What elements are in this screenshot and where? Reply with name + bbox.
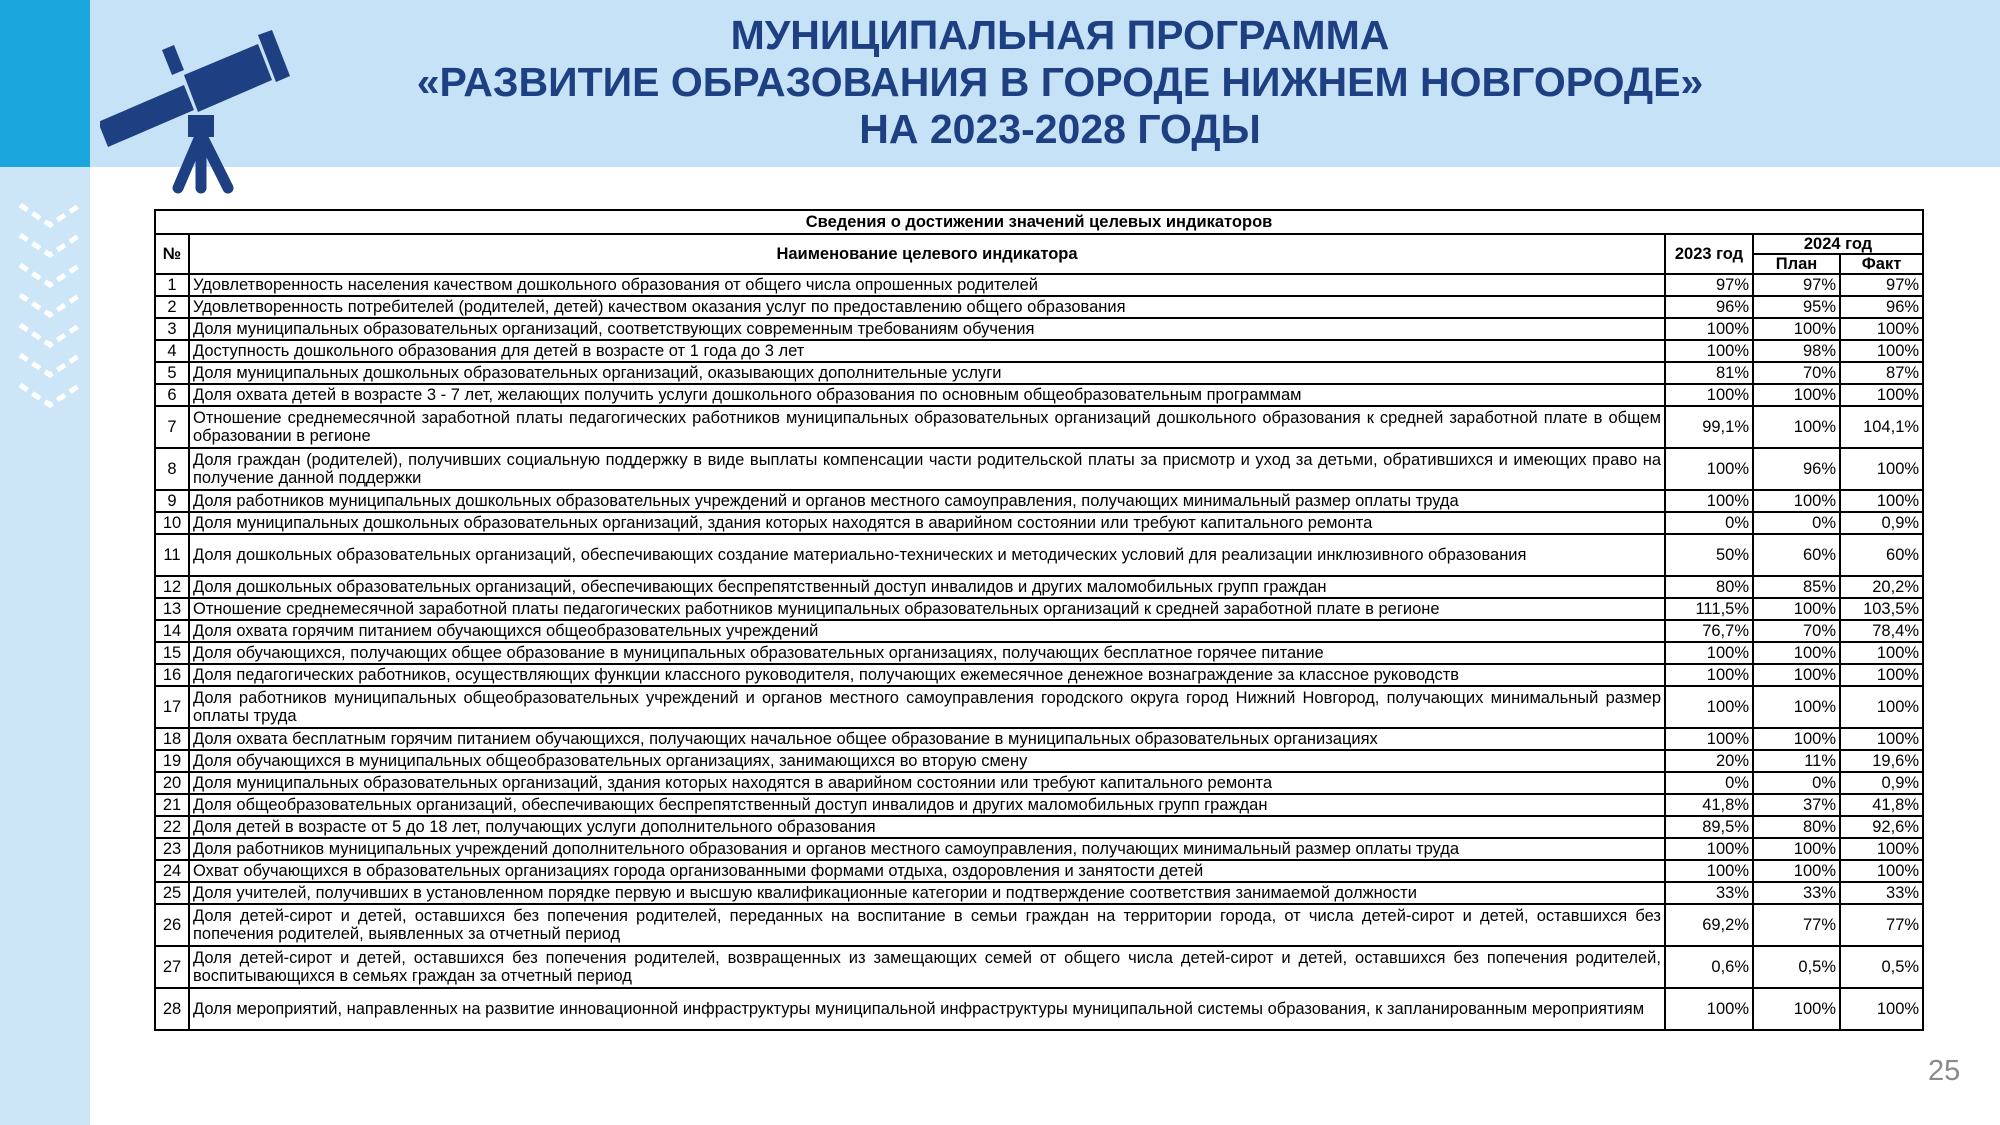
value-2024-plan: 95% [1753, 296, 1840, 318]
indicator-name: Удовлетворенность населения качеством дошкольного образования от общего числа опрошенных родителей [189, 274, 1665, 296]
table-row [155, 794, 1923, 816]
row-number: 7 [155, 406, 189, 448]
value-2023: 76,7% [1665, 620, 1753, 642]
indicator-name: Доля работников муниципальных дошкольных образовательных учреждений и органов местного самоуправления, получающих минимальный размер оплаты труда [189, 490, 1665, 512]
value-2023: 100% [1665, 686, 1753, 728]
value-2024-plan: 100% [1753, 384, 1840, 406]
value-2024-fact: 100% [1840, 384, 1923, 406]
indicator-name: Доступность дошкольного образования для детей в возрасте от 1 года до 3 лет [189, 340, 1665, 362]
table-row [155, 728, 1923, 750]
indicator-name: Доля детей-сирот и детей, оставшихся без попечения родителей, переданных на воспитание в семьи граждан на территории города, от числа детей-сирот и детей, оставшихся без попечения родителей, выявленных за отчетный период [189, 904, 1665, 946]
indicator-name: Доля обучающихся в муниципальных общеобразовательных организациях, занимающихся во вторую смену [189, 750, 1665, 772]
value-2024-fact: 20,2% [1840, 576, 1923, 598]
value-2024-plan: 85% [1753, 576, 1840, 598]
value-2023: 69,2% [1665, 904, 1753, 946]
value-2024-plan: 100% [1753, 490, 1840, 512]
indicator-name: Доля учителей, получивших в установленном порядке первую и высшую квалификационные категории и подтверждение соответствия занимаемой должности [189, 882, 1665, 904]
table-row [155, 406, 1923, 448]
header-year-2023: 2023 год [1665, 234, 1753, 274]
page-number: 25 [1928, 1055, 1961, 1087]
value-2024-fact: 41,8% [1840, 794, 1923, 816]
value-2024-fact: 104,1% [1840, 406, 1923, 448]
value-2023: 100% [1665, 340, 1753, 362]
value-2023: 111,5% [1665, 598, 1753, 620]
value-2024-fact: 97% [1840, 274, 1923, 296]
indicators-table [154, 209, 1924, 1031]
table-row [155, 296, 1923, 318]
value-2023: 99,1% [1665, 406, 1753, 448]
table-row [155, 988, 1923, 1030]
table-row [155, 860, 1923, 882]
header-indicator-name: Наименование целевого индикатора [189, 234, 1665, 274]
indicator-name: Доля муниципальных дошкольных образовательных организаций, оказывающих дополнительные услуги [189, 362, 1665, 384]
value-2023: 100% [1665, 384, 1753, 406]
row-number: 6 [155, 384, 189, 406]
value-2024-plan: 11% [1753, 750, 1840, 772]
value-2023: 100% [1665, 318, 1753, 340]
table-row [155, 946, 1923, 988]
value-2023: 80% [1665, 576, 1753, 598]
value-2024-plan: 70% [1753, 362, 1840, 384]
value-2024-fact: 0,5% [1840, 946, 1923, 988]
value-2024-fact: 60% [1840, 534, 1923, 576]
value-2024-plan: 80% [1753, 816, 1840, 838]
row-number: 23 [155, 838, 189, 860]
value-2024-plan: 100% [1753, 988, 1840, 1030]
row-number: 27 [155, 946, 189, 988]
title-line-2: «РАЗВИТИЕ ОБРАЗОВАНИЯ В ГОРОДЕ НИЖНЕМ НОВГОРОДЕ» [416, 59, 1704, 105]
table-row [155, 816, 1923, 838]
value-2024-fact: 77% [1840, 904, 1923, 946]
value-2024-plan: 37% [1753, 794, 1840, 816]
row-number: 8 [155, 448, 189, 490]
table-row [155, 620, 1923, 642]
indicator-name: Доля работников муниципальных общеобразовательных учреждений и органов местного самоуправления городского округа город Нижний Новгород, получающих минимальный размер оплаты труда [189, 686, 1665, 728]
value-2024-fact: 100% [1840, 490, 1923, 512]
table-row [155, 750, 1923, 772]
value-2024-plan: 100% [1753, 838, 1840, 860]
value-2024-plan: 100% [1753, 728, 1840, 750]
row-number: 28 [155, 988, 189, 1030]
table-row [155, 362, 1923, 384]
title-line-3: НА 2023-2028 ГОДЫ [859, 106, 1261, 152]
value-2024-fact: 100% [1840, 988, 1923, 1030]
value-2024-fact: 0,9% [1840, 772, 1923, 794]
row-number: 4 [155, 340, 189, 362]
row-number: 15 [155, 642, 189, 664]
table-row [155, 512, 1923, 534]
indicator-name: Доля педагогических работников, осуществляющих функции классного руководителя, получающих ежемесячное денежное вознаграждение за классное руководств [189, 664, 1665, 686]
indicator-name: Доля муниципальных образовательных организаций, соответствующих современным требованиям обучения [189, 318, 1665, 340]
table-row [155, 772, 1923, 794]
row-number: 12 [155, 576, 189, 598]
value-2023: 50% [1665, 534, 1753, 576]
table-row [155, 274, 1923, 296]
row-number: 14 [155, 620, 189, 642]
indicator-name: Доля общеобразовательных организаций, обеспечивающих беспрепятственный доступ инвалидов и других маломобильных групп граждан [189, 794, 1665, 816]
value-2023: 81% [1665, 362, 1753, 384]
value-2024-fact: 100% [1840, 686, 1923, 728]
value-2024-fact: 33% [1840, 882, 1923, 904]
table-row [155, 882, 1923, 904]
indicator-name: Доля обучающихся, получающих общее образование в муниципальных образовательных организациях, получающих бесплатное горячее питание [189, 642, 1665, 664]
indicator-name: Доля детей в возрасте от 5 до 18 лет, получающих услуги дополнительного образования [189, 816, 1665, 838]
row-number: 19 [155, 750, 189, 772]
indicator-name: Доля граждан (родителей), получивших социальную поддержку в виде выплаты компенсации части родительской платы за присмотр и уход за детьми, обратившихся и имеющих право на получение данной поддержки [189, 448, 1665, 490]
row-number: 10 [155, 512, 189, 534]
value-2024-plan: 0% [1753, 772, 1840, 794]
value-2024-plan: 33% [1753, 882, 1840, 904]
value-2024-fact: 100% [1840, 642, 1923, 664]
value-2023: 0% [1665, 512, 1753, 534]
value-2024-plan: 60% [1753, 534, 1840, 576]
indicator-name: Доля муниципальных образовательных организаций, здания которых находятся в аварийном состоянии или требуют капитального ремонта [189, 772, 1665, 794]
table-row [155, 318, 1923, 340]
value-2024-plan: 77% [1753, 904, 1840, 946]
title-line-1: МУНИЦИПАЛЬНАЯ ПРОГРАММА [730, 12, 1390, 58]
value-2024-plan: 100% [1753, 598, 1840, 620]
row-number: 17 [155, 686, 189, 728]
value-2024-plan: 96% [1753, 448, 1840, 490]
value-2023: 100% [1665, 664, 1753, 686]
value-2023: 100% [1665, 988, 1753, 1030]
table-row [155, 904, 1923, 946]
indicator-name: Удовлетворенность потребителей (родителей, детей) качеством оказания услуг по предоставлению общего образования [189, 296, 1665, 318]
indicator-name: Доля охвата бесплатным горячим питанием обучающихся, получающих начальное общее образование в муниципальных образовательных организациях [189, 728, 1665, 750]
value-2023: 33% [1665, 882, 1753, 904]
indicator-name: Доля мероприятий, направленных на развитие инновационной инфраструктуры муниципальной инфраструктуры муниципальной системы образования, к запланированным мероприятиям [189, 988, 1665, 1030]
value-2024-plan: 100% [1753, 860, 1840, 882]
row-number: 18 [155, 728, 189, 750]
row-number: 16 [155, 664, 189, 686]
value-2023: 96% [1665, 296, 1753, 318]
value-2024-fact: 100% [1840, 860, 1923, 882]
value-2024-fact: 19,6% [1840, 750, 1923, 772]
indicator-name: Отношение среднемесячной заработной платы педагогических работников муниципальных образовательных организаций дошкольного образования к средней заработной плате в общем образовании в регионе [189, 406, 1665, 448]
value-2024-fact: 0,9% [1840, 512, 1923, 534]
value-2023: 100% [1665, 728, 1753, 750]
value-2024-fact: 100% [1840, 340, 1923, 362]
value-2024-fact: 100% [1840, 448, 1923, 490]
telescope-icon [100, 30, 290, 200]
value-2023: 100% [1665, 642, 1753, 664]
value-2024-fact: 100% [1840, 838, 1923, 860]
indicator-name: Доля охвата горячим питанием обучающихся общеобразовательных учреждений [189, 620, 1665, 642]
value-2024-fact: 78,4% [1840, 620, 1923, 642]
value-2024-fact: 87% [1840, 362, 1923, 384]
row-number: 1 [155, 274, 189, 296]
table-row [155, 664, 1923, 686]
row-number: 9 [155, 490, 189, 512]
row-number: 11 [155, 534, 189, 576]
value-2024-fact: 92,6% [1840, 816, 1923, 838]
value-2023: 97% [1665, 274, 1753, 296]
table-row [155, 340, 1923, 362]
table-row [155, 448, 1923, 490]
value-2024-plan: 0,5% [1753, 946, 1840, 988]
left-accent-block [0, 0, 90, 167]
indicator-name: Доля дошкольных образовательных организаций, обеспечивающих беспрепятственный доступ инвалидов и других маломобильных групп граждан [189, 576, 1665, 598]
table-caption: Сведения о достижении значений целевых индикаторов [155, 210, 1923, 234]
header-plan: План [1753, 254, 1840, 274]
row-number: 13 [155, 598, 189, 620]
value-2024-fact: 100% [1840, 318, 1923, 340]
row-number: 2 [155, 296, 189, 318]
value-2024-plan: 100% [1753, 642, 1840, 664]
value-2024-plan: 0% [1753, 512, 1840, 534]
table-row [155, 384, 1923, 406]
indicator-name: Доля работников муниципальных учреждений дополнительного образования и органов местного самоуправления, получающих минимальный размер оплаты труда [189, 838, 1665, 860]
value-2024-plan: 98% [1753, 340, 1840, 362]
row-number: 5 [155, 362, 189, 384]
value-2023: 100% [1665, 490, 1753, 512]
left-decor-strip [0, 0, 90, 1125]
indicator-name: Отношение среднемесячной заработной платы педагогических работников муниципальных образовательных организаций к средней заработной плате в регионе [189, 598, 1665, 620]
table-row [155, 490, 1923, 512]
value-2023: 0% [1665, 772, 1753, 794]
value-2024-plan: 100% [1753, 406, 1840, 448]
table-row [155, 642, 1923, 664]
table-row [155, 534, 1923, 576]
value-2024-fact: 96% [1840, 296, 1923, 318]
value-2024-fact: 100% [1840, 728, 1923, 750]
row-number: 24 [155, 860, 189, 882]
table-row [155, 686, 1923, 728]
row-number: 21 [155, 794, 189, 816]
row-number: 26 [155, 904, 189, 946]
row-number: 20 [155, 772, 189, 794]
table-row [155, 576, 1923, 598]
value-2024-plan: 70% [1753, 620, 1840, 642]
value-2023: 100% [1665, 448, 1753, 490]
value-2023: 0,6% [1665, 946, 1753, 988]
chevron-pattern [10, 200, 90, 420]
value-2023: 89,5% [1665, 816, 1753, 838]
value-2024-fact: 100% [1840, 664, 1923, 686]
value-2023: 100% [1665, 860, 1753, 882]
value-2023: 20% [1665, 750, 1753, 772]
indicator-name: Доля охвата детей в возрасте 3 - 7 лет, желающих получить услуги дошкольного образования по основным общеобразовательным программам [189, 384, 1665, 406]
indicator-name: Доля муниципальных дошкольных образовательных организаций, здания которых находятся в аварийном состоянии или требуют капитального ремонта [189, 512, 1665, 534]
header-number: № [155, 234, 189, 274]
header-year-2024: 2024 год [1753, 234, 1923, 254]
row-number: 25 [155, 882, 189, 904]
row-number: 3 [155, 318, 189, 340]
value-2024-plan: 100% [1753, 664, 1840, 686]
value-2024-plan: 97% [1753, 274, 1840, 296]
indicator-name: Доля дошкольных образовательных организаций, обеспечивающих создание материально-технических и методических условий для реализации инклюзивного образования [189, 534, 1665, 576]
value-2024-plan: 100% [1753, 686, 1840, 728]
value-2024-plan: 100% [1753, 318, 1840, 340]
indicator-name: Охват обучающихся в образовательных организациях города организованными формами отдыха, оздоровления и занятости детей [189, 860, 1665, 882]
value-2023: 41,8% [1665, 794, 1753, 816]
value-2024-fact: 103,5% [1840, 598, 1923, 620]
table-row [155, 838, 1923, 860]
table-body [155, 274, 1923, 1030]
page-title [300, 12, 1820, 153]
value-2023: 100% [1665, 838, 1753, 860]
indicator-name: Доля детей-сирот и детей, оставшихся без попечения родителей, возвращенных из замещающих семей от общего числа детей-сирот и детей, оставшихся без попечения родителей, воспитывающихся в семьях граждан за отчетный период [189, 946, 1665, 988]
table-row [155, 598, 1923, 620]
row-number: 22 [155, 816, 189, 838]
header-fact: Факт [1840, 254, 1923, 274]
